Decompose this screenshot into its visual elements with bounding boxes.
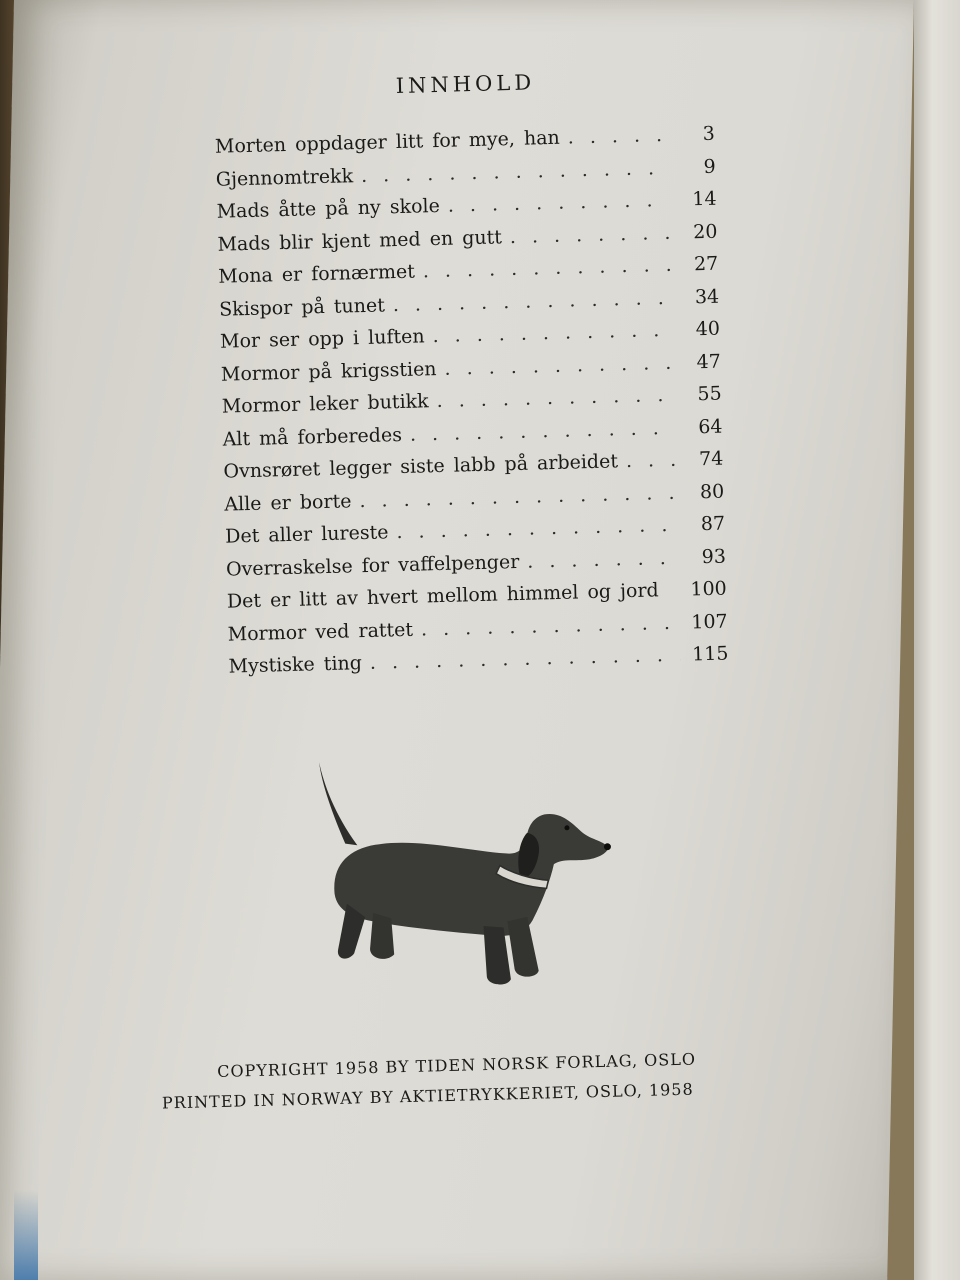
toc-entry-title: Mormor leker butikk xyxy=(221,390,429,418)
toc-entry-page: 20 xyxy=(692,220,718,243)
toc-entry-page: 107 xyxy=(691,610,728,633)
toc-entry-title: Mona er fornærmet xyxy=(218,260,416,288)
toc-dot-leader xyxy=(510,220,670,248)
toc-entry-page: 93 xyxy=(701,545,727,568)
toc-entry-title: Mystiske ting xyxy=(228,652,363,678)
toc-dot-leader xyxy=(432,318,672,348)
toc-entry-title: Ovnsrøret legger siste labb på arbeidet xyxy=(223,450,619,483)
toc-entry-page: 74 xyxy=(698,447,724,471)
toc-dot-leader xyxy=(447,188,668,218)
toc-entry-page: 34 xyxy=(694,285,720,308)
toc-entry-title: Alle er borte xyxy=(224,489,352,516)
toc-entry-page: 9 xyxy=(703,155,716,178)
table-of-contents xyxy=(215,122,729,687)
toc-dot-leader xyxy=(423,253,671,283)
toc-entry-page: 100 xyxy=(690,577,728,601)
toc-entry-page: 64 xyxy=(698,415,723,438)
toc-entry-title: Mads blir kjent med en gutt xyxy=(217,225,503,256)
toc-entry-title: Mor ser opp i luften xyxy=(219,325,425,353)
toc-entry-title: Det er litt av hvert mellom himmel og jord xyxy=(226,579,659,613)
toc-dot-leader xyxy=(444,350,673,380)
toc-entry-page: 14 xyxy=(692,187,717,211)
toc-entry-title: Alt må forberedes xyxy=(222,423,403,451)
toc-dot-leader xyxy=(567,123,667,150)
toc-entry-page: 55 xyxy=(697,382,722,406)
toc-entry-page: 3 xyxy=(702,122,716,145)
printer-line: PRINTED IN NORWAY BY AKTIETRYKKERIET, OSLO, 1958 xyxy=(161,1079,694,1113)
toc-entry-title: Mormor på krigsstien xyxy=(220,357,437,386)
toc-dot-leader xyxy=(436,383,674,413)
toc-dot-leader xyxy=(626,448,676,473)
toc-entry-page: 27 xyxy=(693,252,719,276)
copyright-line: COPYRIGHT 1958 BY TIDEN NORSK FORLAG, OSLO xyxy=(216,1049,697,1082)
toc-entry-title: Overraskelse for vaffelpenger xyxy=(225,550,520,581)
dachshund-illustration-icon xyxy=(303,746,629,1004)
toc-entry-title: Mads åtte på ny skole xyxy=(216,194,441,223)
toc-entry-page: 115 xyxy=(691,642,729,666)
toc-heading: INNHOLD xyxy=(395,70,536,99)
toc-entry-page: 87 xyxy=(700,512,726,536)
toc-entry-page: 40 xyxy=(695,317,721,341)
toc-entry-page: 80 xyxy=(699,480,725,503)
toc-entry-title: Det aller lureste xyxy=(224,521,389,548)
toc-entry-title: Skispor på tunet xyxy=(218,293,386,321)
toc-entry-title: Gjennomtrekk xyxy=(215,164,354,191)
toc-dot-leader xyxy=(527,545,678,573)
toc-entry-title: Mormor ved rattet xyxy=(227,618,414,646)
copyright-imprint xyxy=(161,1042,802,1119)
toc-entry-page: 47 xyxy=(696,350,722,373)
toc-entry-title: Morten oppdager litt for mye, han xyxy=(214,126,561,158)
